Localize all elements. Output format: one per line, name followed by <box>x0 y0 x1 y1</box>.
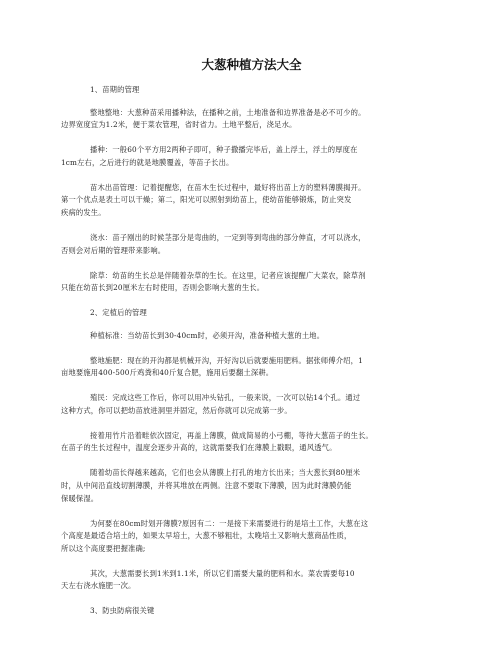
paragraph: 浇水：苗子刚出的时候茎部分是弯曲的，一定到等到弯曲的部分伸直，才可以浇水， 否则会对后期的管理带来影响。 <box>61 232 366 255</box>
section-heading: 1、苗期的管理 <box>90 85 140 94</box>
paragraph: 除草：幼苗的生长总是伴随着杂草的生长。在这里，记者应该提醒广大菜农，除草剂 只能在幼苗长到20厘米左右时使用，否则会影响大葱的生长。 <box>61 270 366 293</box>
paragraph: 为何要在80cm时划开薄膜?原因有二：一是接下来需要进行的是培土工作，大葱在这 个高度是最适合培土的，如果太早培土，大葱不够粗壮，太晚培土又影响大葱商品性质， 所以这个高度要把握准确; <box>61 518 369 553</box>
paragraph: 播种：一般60个平方用2两种子即可，种子撒播完毕后，盖上浮土，浮土的厚度在 1cm左右，之后进行的就是地膜覆盖，等苗子长出。 <box>61 145 358 167</box>
paragraph: 随着幼苗长得越来越高，它们也会从薄膜上打孔的地方长出来；当大葱长到80厘米 时，从中间沿直线切割薄膜，并将其堆放在两侧。注意不要取下薄膜，因为此时薄膜仍能 保暖保湿。 <box>61 468 361 503</box>
paragraph: 苗木出苗管理：记着提醒您，在苗木生长过程中，最好将出苗上方的塑料薄膜揭开。 第一个优点是表土可以干燥；第二，阳光可以照射到幼苗上，使幼苗能够锻炼，防止突发 疾病的发生。 <box>61 182 366 217</box>
paragraph: 其次，大葱需要长到1米到1.1米，所以它们需要大量的肥料和水。菜农需要每10 天左右浇水施肥一次。 <box>61 568 355 591</box>
paragraph: 整地施肥：现在的开沟都是机械开沟，开好沟以后就要施用肥料。据张师傅介绍，1 亩地要施用400-500斤鸡粪和40斤复合肥，施用后要翻土深耕。 <box>61 355 363 378</box>
paragraph: 接着用竹片沿着畦依次固定，再盖上薄膜，做成简易的小弓棚，等待大葱苗子的生长。 在苗子的生长过程中，温度会逐步升高的，这就需要我们在薄膜上戳眼，通风透气。 <box>61 430 373 453</box>
document-title: 大葱种植方法大全 <box>201 57 302 72</box>
section-heading: 3、防虫防病很关键 <box>90 606 155 616</box>
paragraph: 整地整地：大葱种苗采用播种法，在播种之前，土地准备和边界准备是必不可少的。 边界宽度宜为1.2米，便于菜农管理，省时省力。土地平整后，浇足水。 <box>61 107 366 130</box>
section-heading: 2、定植后的管理 <box>90 308 147 318</box>
paragraph: 种植标准：当幼苗长到30-40cm时，必须开沟，准备种植大葱的土地。 <box>90 330 325 340</box>
paragraph: 殖民：完成这些工作后，你可以用冲头钻孔，一般来说，一次可以钻14个孔。通过 这种方式，你可以把幼苗放进洞里并固定，然后你就可以完成第一步。 <box>61 393 361 415</box>
